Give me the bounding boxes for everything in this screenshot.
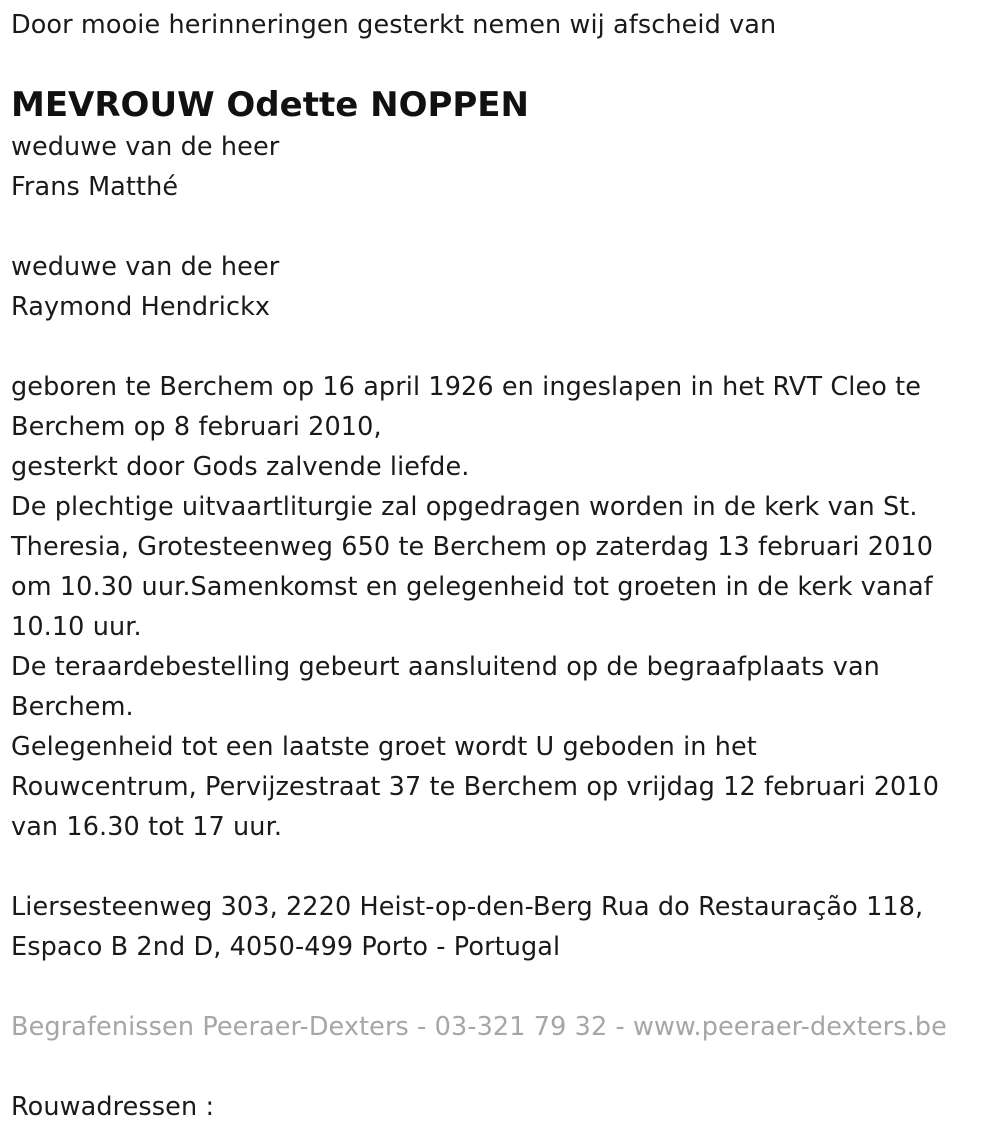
body-line: De plechtige uitvaartliturgie zal opgedragen worden in de kerk van St.	[11, 492, 918, 522]
intro-text: Door mooie herinneringen gesterkt nemen wij afscheid van	[11, 10, 777, 40]
body-line: 10.10 uur.	[11, 612, 142, 642]
body-line: Theresia, Grotesteenweg 650 te Berchem op zaterdag 13 februari 2010	[11, 532, 934, 562]
address-block	[11, 887, 986, 967]
spouse1-name: Frans Matthé	[11, 172, 179, 202]
spouse1-label: weduwe van de heer	[11, 132, 280, 162]
spouse2-name: Raymond Hendrickx	[11, 292, 271, 322]
body-line: Gelegenheid tot een laatste groet wordt U geboden in het	[11, 732, 757, 762]
spouse2-label: weduwe van de heer	[11, 252, 280, 282]
rouwadressen-heading: Rouwadressen :	[11, 1092, 215, 1122]
address-line: Espaco B 2nd D, 4050-499 Porto - Portugal	[11, 932, 561, 962]
funeral-home-footer: Begrafenissen Peeraer-Dexters - 03-321 79 32 - www.peeraer-dexters.be	[11, 1012, 947, 1042]
spacer	[11, 327, 986, 367]
body-text	[11, 367, 986, 847]
spacer	[11, 207, 986, 247]
body-line: De teraardebestelling gebeurt aansluitend op de begraafplaats van	[11, 652, 880, 682]
body-line: gesterkt door Gods zalvende liefde.	[11, 452, 470, 482]
body-line: om 10.30 uur.Samenkomst en gelegenheid tot groeten in de kerk vanaf	[11, 572, 933, 602]
spacer	[11, 967, 986, 1007]
body-line: Berchem.	[11, 692, 134, 722]
deceased-name: MEVROUW Odette NOPPEN	[11, 85, 529, 125]
spacer	[11, 1047, 986, 1087]
obituary-notice	[11, 0, 986, 1127]
address-line: Liersesteenweg 303, 2220 Heist-op-den-Berg Rua do Restauração 118,	[11, 892, 924, 922]
spacer	[11, 847, 986, 887]
body-line: geboren te Berchem op 16 april 1926 en ingeslapen in het RVT Cleo te	[11, 372, 922, 402]
body-line: Berchem op 8 februari 2010,	[11, 412, 382, 442]
body-line: van 16.30 tot 17 uur.	[11, 812, 283, 842]
body-line: Rouwcentrum, Pervijzestraat 37 te Berchem op vrijdag 12 februari 2010	[11, 772, 940, 802]
